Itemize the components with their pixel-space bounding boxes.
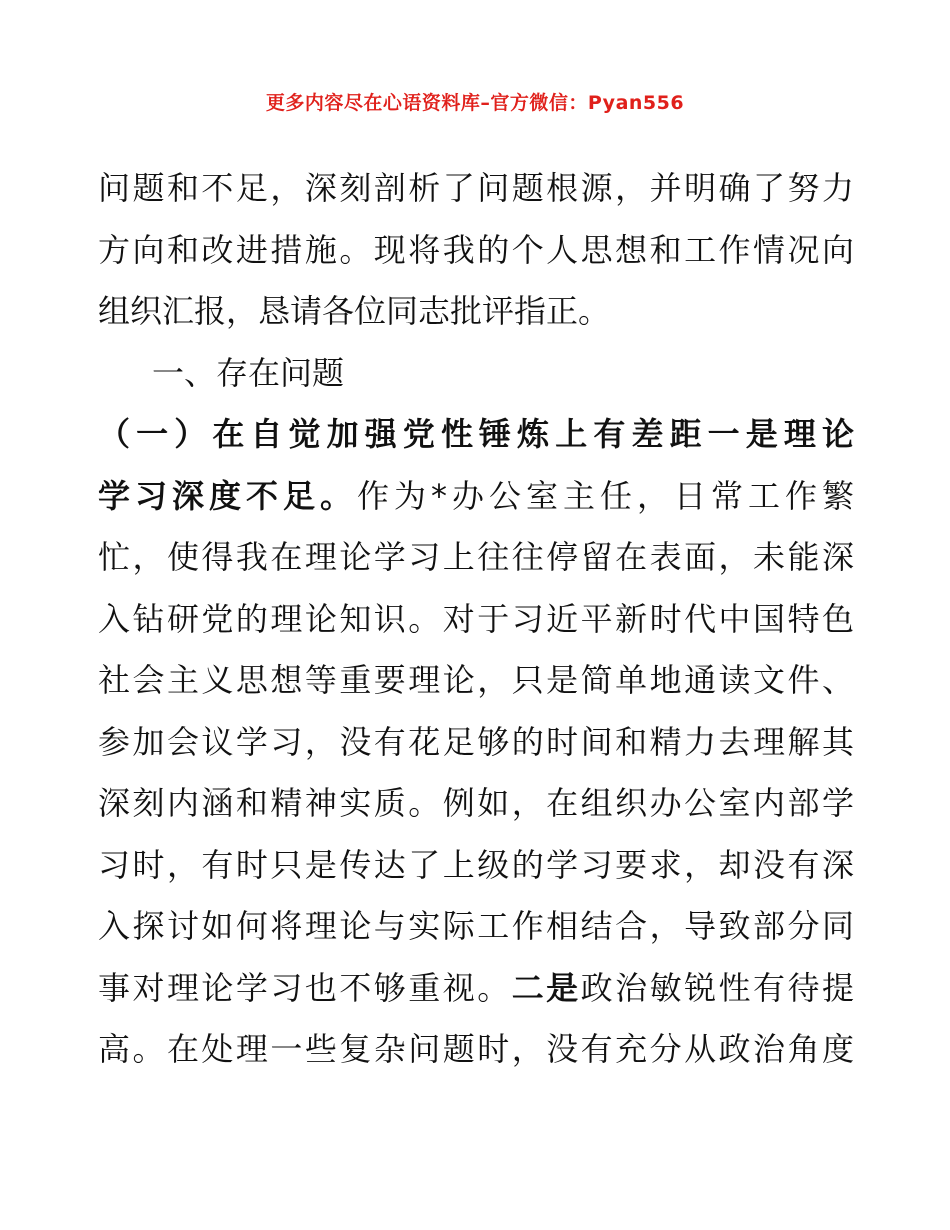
text-line: 方向和改进措施。现将我的个人思想和工作情况向 [98, 230, 854, 269]
text-line: 入钻研党的理论知识。对于习近平新时代中国特色 [98, 599, 854, 638]
subsection-heading: （一）在自觉加强党性锤炼上有差距一是理论 [98, 415, 854, 453]
section-heading: 一、存在问题 [152, 353, 345, 392]
text-run: 政治敏锐性有待提 [580, 968, 854, 1007]
text-line [98, 466, 854, 528]
text-line: 社会主义思想等重要理论，只是简单地通读文件、 [98, 661, 854, 699]
text-run: 作为*办公室主任，日常工作繁 [357, 476, 854, 515]
text-line: 习时，有时只是传达了上级的学习要求，却没有深 [98, 845, 854, 884]
text-line: 深刻内涵和精神实质。例如，在组织办公室内部学 [98, 784, 854, 822]
text-line: 问题和不足，深刻剖析了问题根源，并明确了努力 [98, 169, 854, 207]
text-line [98, 958, 854, 1020]
bold-phrase: 二是 [511, 968, 581, 1007]
text-line: 入探讨如何将理论与实际工作相结合，导致部分同 [98, 907, 854, 945]
document-body [98, 158, 854, 1081]
text-run: 事对理论学习也不够重视。 [98, 968, 512, 1007]
text-line: 高。在处理一些复杂问题时，没有充分从政治角度 [98, 1030, 854, 1068]
watermark-banner: 更多内容尽在心语资料库–官方微信：Pyan556 [265, 92, 685, 114]
text-line: 参加会议学习，没有花足够的时间和精力去理解其 [98, 722, 854, 761]
bold-phrase: 学习深度不足。 [98, 476, 357, 515]
text-line: 组织汇报，恳请各位同志批评指正。 [98, 292, 611, 330]
text-line: 忙，使得我在理论学习上往往停留在表面，未能深 [98, 538, 854, 576]
